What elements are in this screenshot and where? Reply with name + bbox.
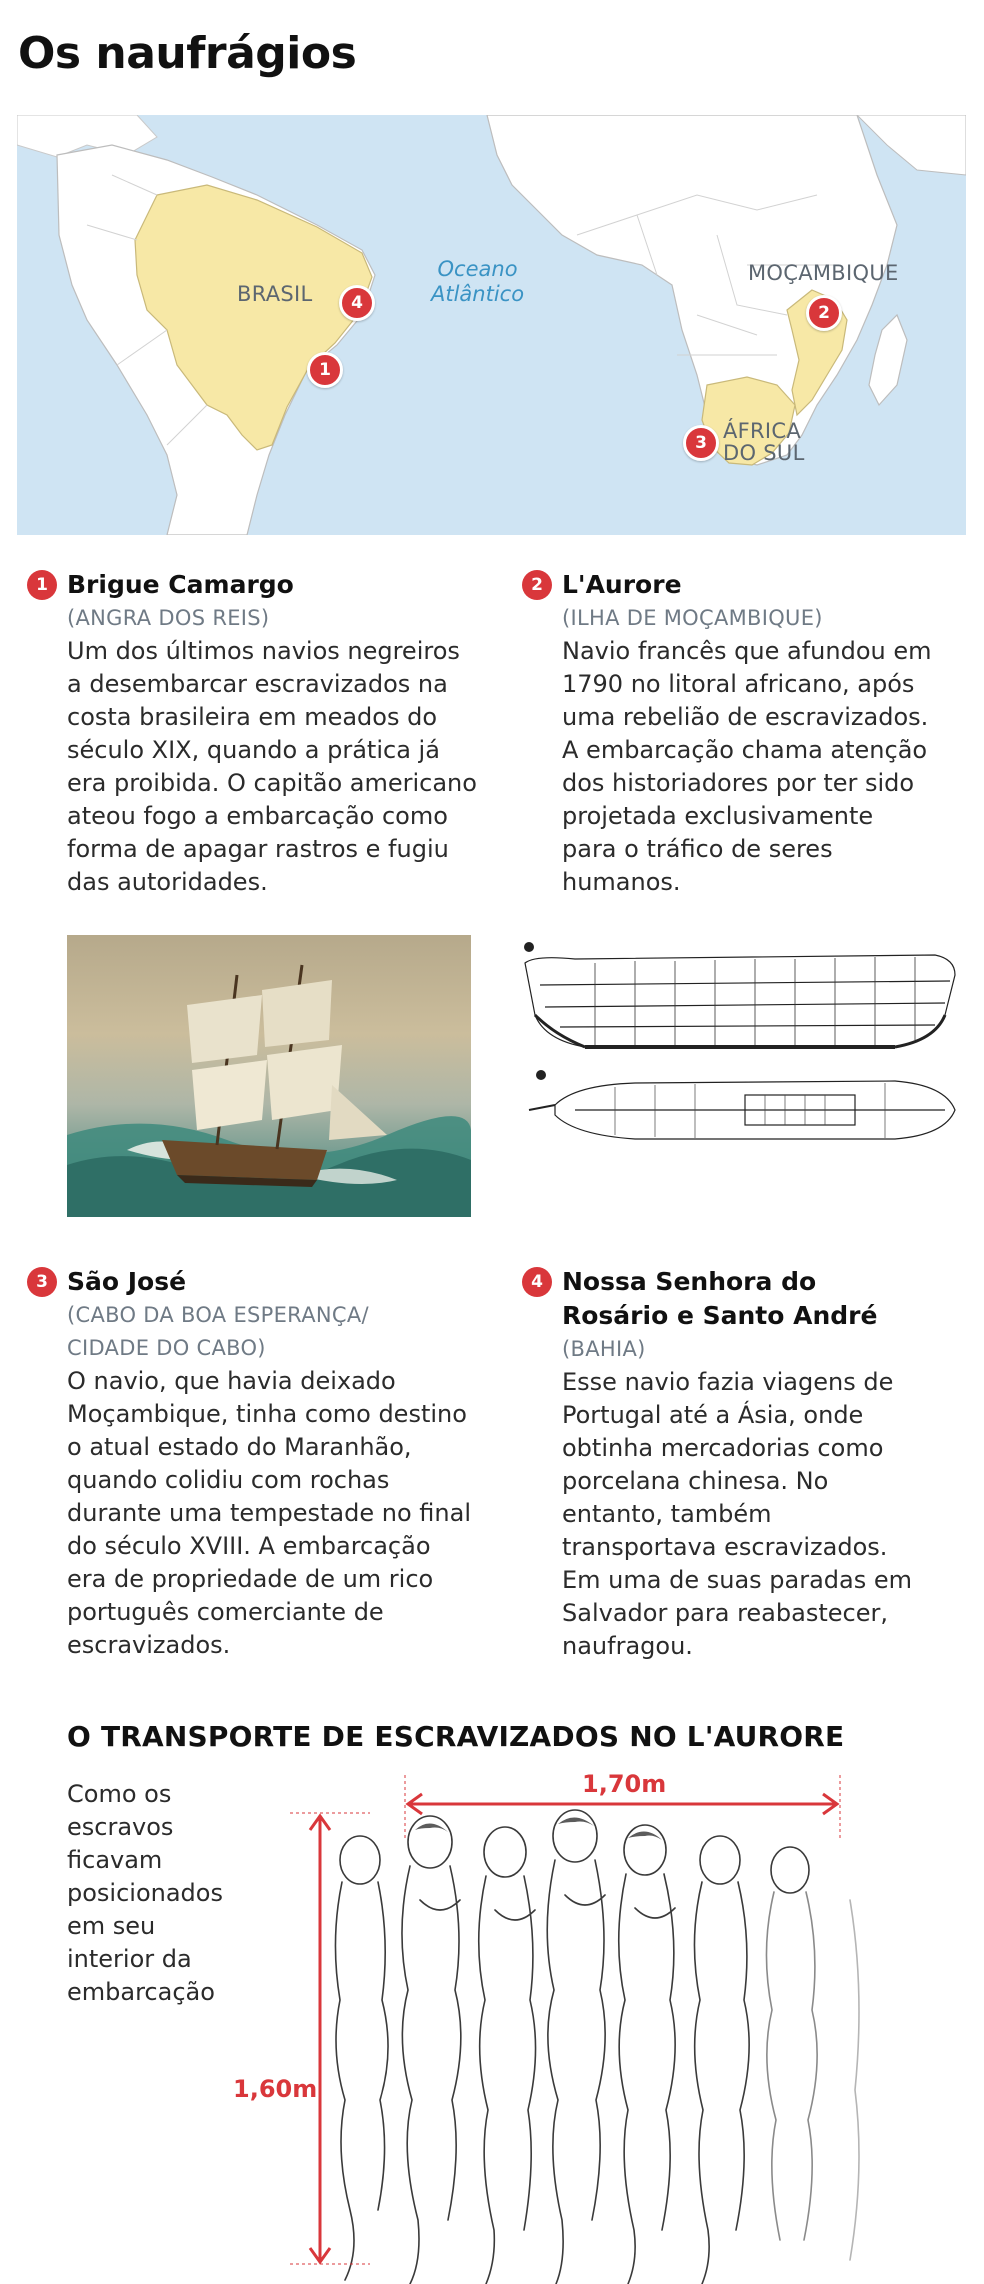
wreck-place: (ANGRA DOS REIS) [67,606,270,630]
desc-line: projetada exclusivamente [562,802,874,830]
desc-line: português comerciante de [67,1598,384,1626]
caption-line: posicionados [67,1879,223,1907]
caption-line: interior da [67,1945,192,1973]
desc-line: o atual estado do Maranhão, [67,1433,412,1461]
desc-line: Navio francês que afundou em [562,637,932,665]
desc-line: porcelana chinesa. No [562,1467,829,1495]
wreck-name-line2: Rosário e Santo André [562,1301,878,1330]
desc-line: Salvador para reabastecer, [562,1599,888,1627]
map-pin-3[interactable]: 3 [683,425,719,461]
desc-line: Moçambique, tinha como destino [67,1400,467,1428]
desc-line: 1790 no litoral africano, após [562,670,915,698]
desc-line: era de propriedade de um rico [67,1565,434,1593]
desc-line: forma de apagar rastros e fugiu [67,835,449,863]
desc-line: ateou fogo a embarcação como [67,802,448,830]
wreck-name: São José [67,1267,187,1296]
label-mocambique: MOÇAMBIQUE [748,261,899,285]
desc-line: obtinha mercadorias como [562,1434,884,1462]
wreck-name: Brigue Camargo [67,570,294,599]
number-badge: 4 [522,1267,552,1297]
desc-line: transportava escravizados. [562,1533,888,1561]
label-africa-line1: ÁFRICA [723,419,802,443]
desc-line: Portugal até a Ásia, onde [562,1401,864,1429]
number-badge: 1 [27,570,57,600]
map-pin-1[interactable]: 1 [307,352,343,388]
width-label: 1,70m [582,1770,667,1798]
transport-section-title: O TRANSPORTE DE ESCRAVIZADOS NO L'AURORE [67,1720,845,1753]
wreck-name-line1: Nossa Senhora do [562,1267,817,1296]
desc-line: quando colidiu com rochas [67,1466,390,1494]
height-arrow [310,1816,330,2262]
desc-line: Esse navio fazia viagens de [562,1368,894,1396]
desc-line: naufragou. [562,1632,693,1660]
desc-line: a desembarcar escravizados na [67,670,448,698]
caption-line: escravos [67,1813,174,1841]
desc-line: durante uma tempestade no final [67,1499,471,1527]
number-badge: 2 [522,570,552,600]
desc-line: Um dos últimos navios negreiros [67,637,460,665]
wreck-place-line1: (CABO DA BOA ESPERANÇA/ [67,1303,369,1327]
wreck-place: (ILHA DE MOÇAMBIQUE) [562,606,823,630]
desc-line: do século XVIII. A embarcação [67,1532,431,1560]
desc-line: costa brasileira em meados do [67,703,438,731]
page-title: Os naufrágios [18,28,357,79]
label-africa-line2: DO SUL [723,441,805,466]
caption-line: em seu [67,1912,156,1940]
desc-line: uma rebelião de escravizados. [562,703,929,731]
desc-line: das autoridades. [67,868,268,896]
wreck-name: L'Aurore [562,570,682,599]
ocean-label-line1: Oceano [437,257,518,281]
caption-line: embarcação [67,1978,215,2006]
desc-line: para o tráfico de seres [562,835,833,863]
desc-line: entanto, também [562,1500,772,1528]
caption-line: ficavam [67,1846,163,1874]
desc-line: O navio, que havia deixado [67,1367,396,1395]
label-brasil: BRASIL [237,282,313,306]
desc-line: A embarcação chama atenção [562,736,928,764]
wreck-place: (BAHIA) [562,1337,646,1361]
desc-line: século XIX, quando a prática já [67,736,440,764]
number-badge: 3 [27,1267,57,1297]
caption-line: Como os [67,1780,172,1808]
desc-line: humanos. [562,868,681,896]
desc-line: dos historiadores por ter sido [562,769,915,797]
desc-line: escravizados. [67,1631,231,1659]
map-pin-4[interactable]: 4 [339,285,375,321]
desc-line: Em uma de suas paradas em [562,1566,913,1594]
desc-line: era proibida. O capitão americano [67,769,477,797]
map-pin-2[interactable]: 2 [806,295,842,331]
ocean-label-line2: Atlântico [431,282,525,307]
height-label: 1,60m [233,2075,318,2103]
wreck-place-line2: CIDADE DO CABO) [67,1336,266,1360]
